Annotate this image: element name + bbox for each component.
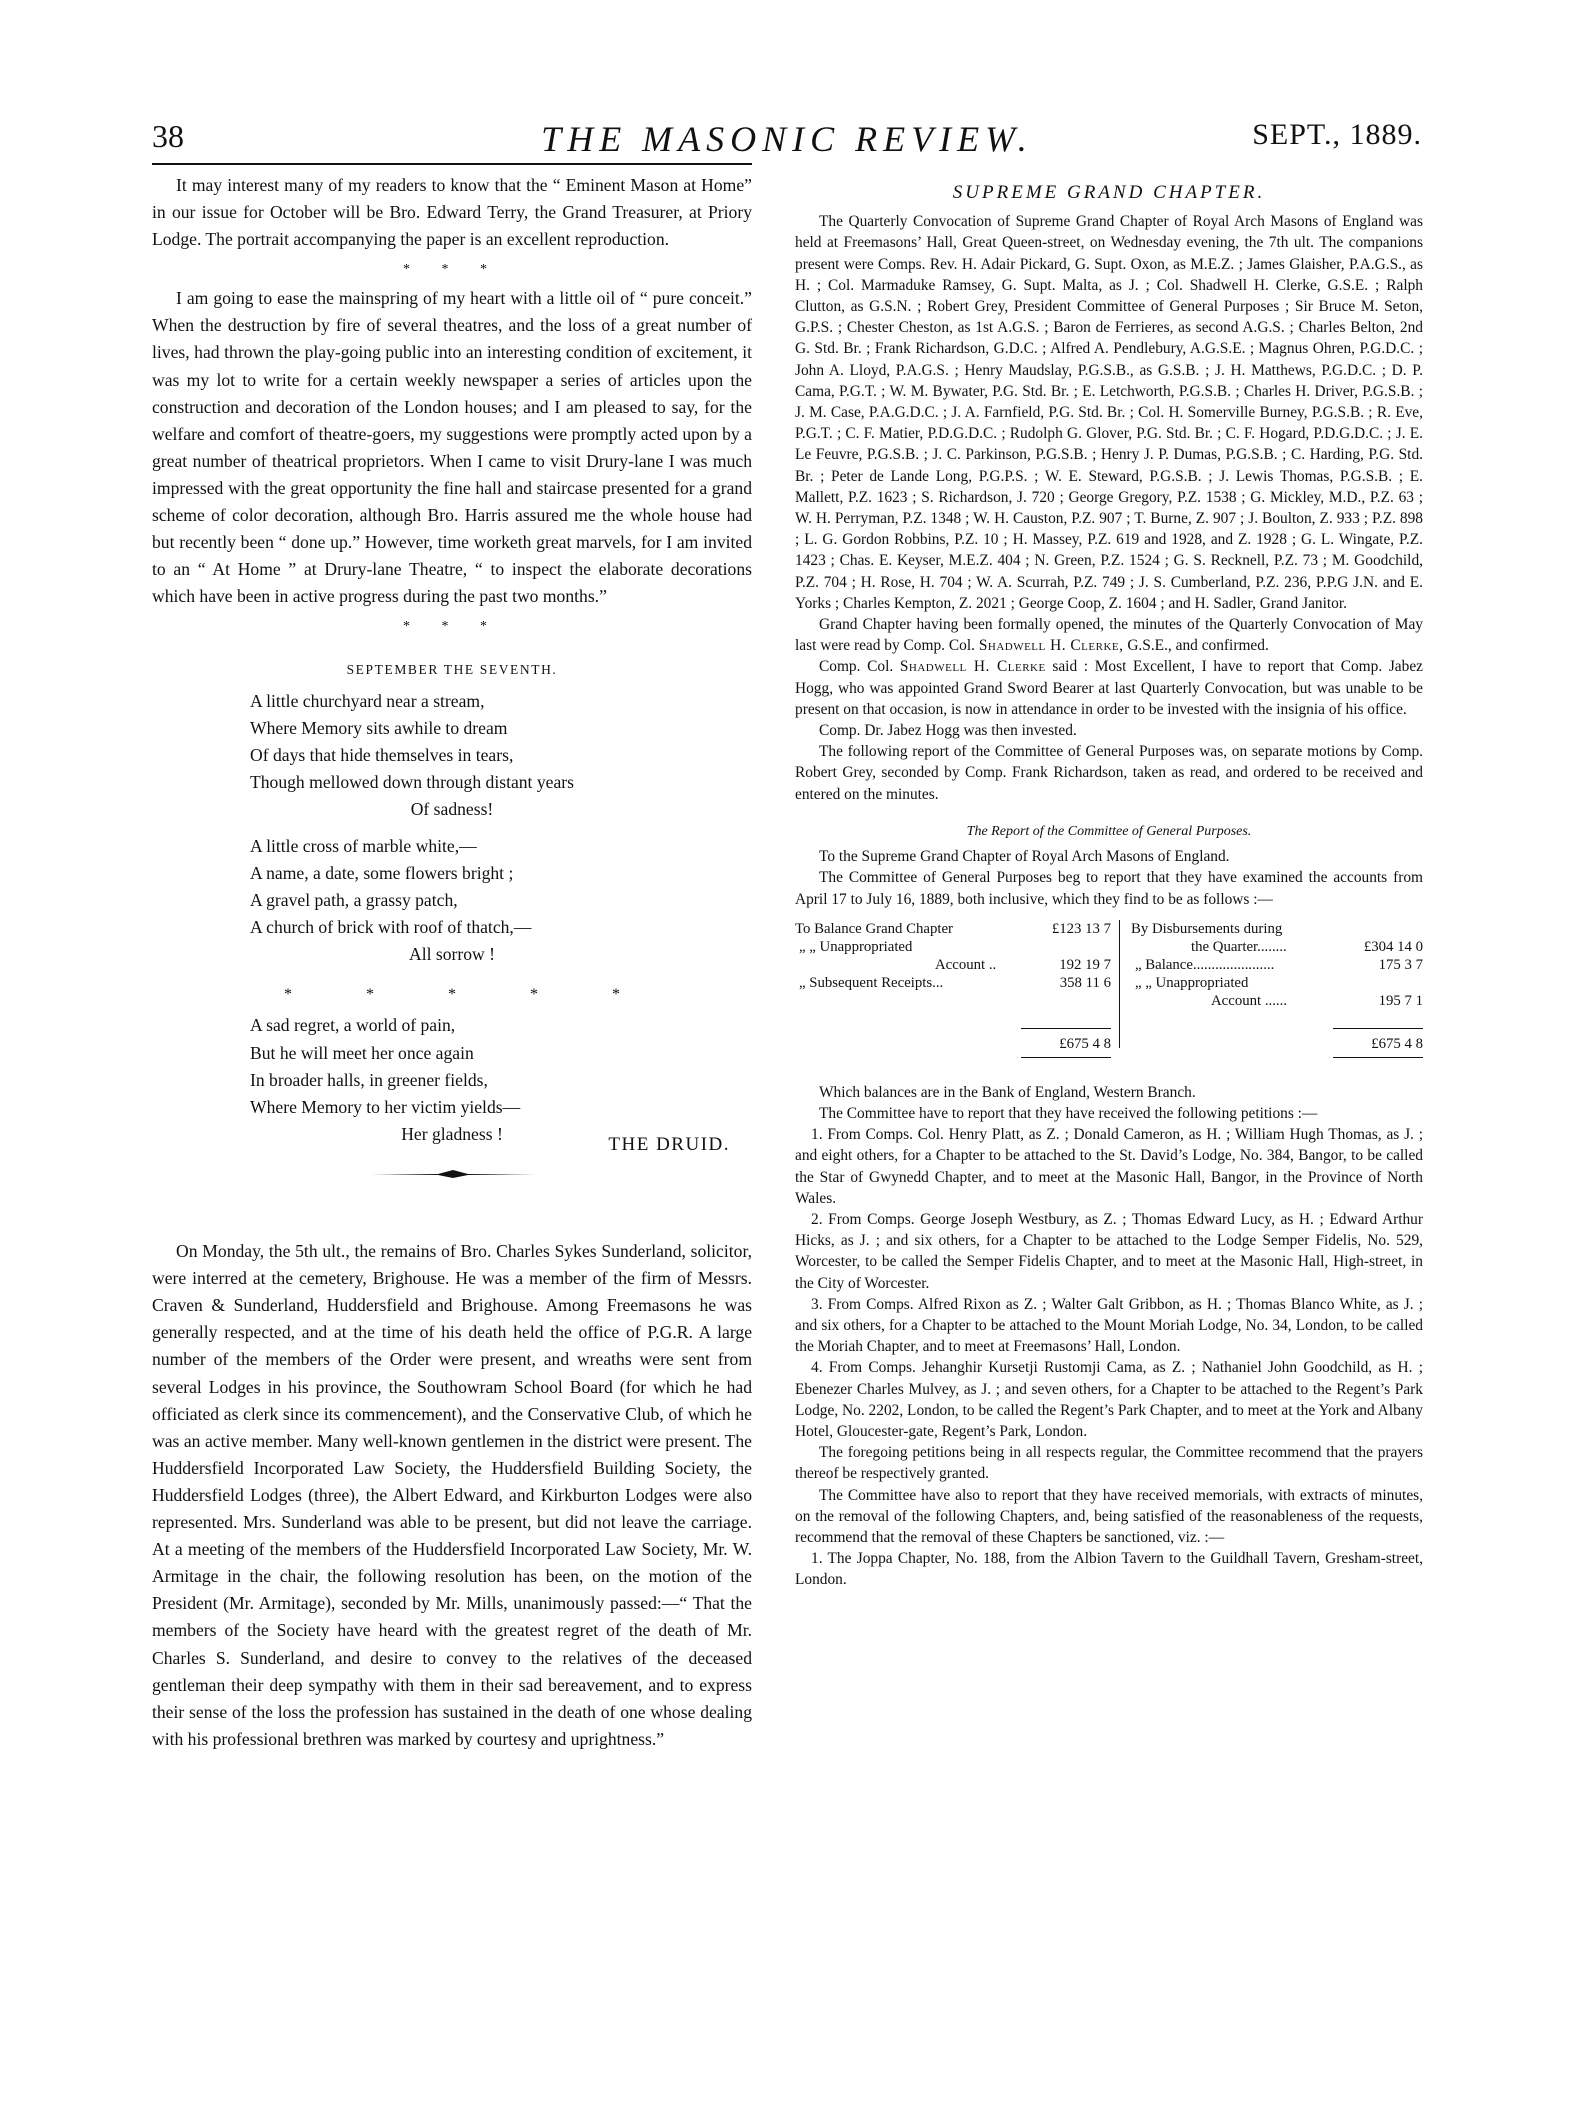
poem-line: Though mellowed down through distant years <box>250 771 574 792</box>
poem-line: A gravel path, a grassy patch, <box>250 890 458 911</box>
account-amount: £123 13 7 <box>1051 920 1111 937</box>
petition-item: 2. From Comps. George Joseph Westbury, as Z. ; Thomas Edward Lucy, as H. ; Edward Arthur Hicks, as J. ; and six others, for a Chapter to be attached to the Lodge Semper Fidelis, No. 529, Worcester, to be called the Semper Fidelis Chapter, and to meet at the Masonic Hall, High-street, in the City of Worcester. <box>795 1210 1423 1292</box>
paragraph-accounts: The Committee of General Purposes beg to report that they have examined the accounts from April 17 to July 16, 1889, both inclusive, which they find to be as follows :— <box>795 869 1423 908</box>
flourish-ornament <box>368 1168 538 1180</box>
poem-stanza-3 <box>250 1012 752 1147</box>
account-label: the Quarter........ <box>1191 938 1287 955</box>
poem-line: A little cross of marble white,— <box>250 835 477 856</box>
paragraph-report-motion: The following report of the Committee of General Purposes was, on separate motions by Comp. Robert Grey, seconded by Comp. Frank Richardson, taken as read, and ordered to be received and entered on the minutes. <box>795 743 1423 803</box>
account-amount: 192 19 7 <box>1059 956 1111 973</box>
section-heading: SUPREME GRAND CHAPTER. <box>952 182 1266 203</box>
issue-date: SEPT., 1889. <box>1252 118 1422 151</box>
name-small-caps: Shadwell H. Clerke, <box>978 637 1124 655</box>
paragraph-petitions-intro: The Committee have to report that they have received the following petitions :— <box>819 1104 1318 1122</box>
report-heading: The Report of the Committee of General Purposes. <box>966 823 1252 839</box>
text: said : Most Excellent, I have to report that Comp. Jabez Hogg, who was appointed Grand Sword Bearer at last Quarterly Convocation, but was unable to be present on that occasion, is now in attendance in order to be invested with the insignia of his office. <box>795 658 1423 718</box>
poem-line: A name, a date, some flowers bright ; <box>250 863 514 884</box>
paragraph-invested: Comp. Dr. Jabez Hogg was then invested. <box>819 722 1077 740</box>
poem <box>250 688 752 1148</box>
removal-item: 1. The Joppa Chapter, No. 188, from the Albion Tavern to the Guildhall Tavern, Gresham-street, London. <box>795 1550 1423 1589</box>
paragraph-bank: Which balances are in the Bank of England, Western Branch. <box>819 1083 1196 1101</box>
account-table <box>795 920 1423 1070</box>
paragraph-attendance: The Quarterly Convocation of Supreme Grand Chapter of Royal Arch Masons of England was held at Freemasons’ Hall, Great Queen-street, on Wednesday evening, the 7th ult. The companions present were Comps. Rev. H. Adair Pickard, G. Supt. Oxon, as M.E.Z. ; James Glaisher, P.A.G.S., as H. ; Col. Marmaduke Ramsey, G. Supt. Malta, as J. ; Col. Shadwell H. Clerke, G.S.E. ; Ralph Clutton, as G.S.N. ; Robert Grey, President Committee of General Purposes ; Sir Bruce M. Seton, G.P.S. ; Chester Cheston, as 1st A.G.S. ; Baron de Ferrieres, as second A.G.S. ; Charles Belton, 2nd G. Std. Br. ; Frank Richardson, G.D.C. ; Alfred A. Pendlebury, A.G.S.E. ; Magnus Ohren, P.G.D.C. ; John A. Lloyd, P.A.G.S. ; Henry Maudslay, P.G.S.B., as G.S.B. ; J. H. Matthews, P.G.D.C. ; D. P. Cama, P.G.T. ; W. M. Bywater, P.G. Std. Br. ; E. Letchworth, P.G.S.B. ; Charles H. Driver, P.G.S.B. ; J. M. Case, P.A.G.D.C. ; J. A. Farnfield, P.G. Std. Br. ; Col. H. Somerville Burney, P.G.S.B. ; R. Eve, P.G.T. ; C. F. Matier, P.D.G.D.C. ; Rudolph G. Glover, P.G. Std. Br. ; C. F. Hogard, P.D.G.D.C. ; J. E. Le Feuvre, P.G.S.B. ; J. C. Parkinson, P.G.S.B. ; Henry J. P. Dumas, P.G.S.B. ; C. Harding, P.G. Std. Br. ; Peter de Lande Long, P.G.P.S. ; W. E. Steward, P.G.S.B. ; J. Lewis Thomas, P.G.S.B. ; E. Mallett, P.Z. 1623 ; S. Richardson, J. 720 ; George Gregory, P.Z. 1538 ; G. Mickley, M.D., P.Z. 63 ; W. H. Perryman, P.Z. 1348 ; W. H. Causton, P.Z. 907 ; T. Burne, Z. 907 ; J. Boulton, Z. 933 ; P.Z. 898 ; L. G. Gordon Robbins, P.Z. 10 ; H. Massey, P.Z. 619 and 1928, and Z. 1928 ; G. L. Wingate, P.Z. 1423 ; Chas. E. Keyser, M.E.Z. 404 ; N. Green, P.Z. 1524 ; G. S. Recknell, P.Z. 73 ; M. Goodchild, P.Z. 704 ; H. Rose, H. 704 ; W. A. Scurrah, P.Z. 749 ; J. S. Cumberland, P.Z. 236, P.P.G J.N. and E. Yorks ; Charles Kempton, Z. 2021 ; George Coop, Z. 1604 ; and H. Sadler, Grand Janitor. <box>795 213 1423 612</box>
poem-title: SEPTEMBER THE SEVENTH. <box>346 662 558 678</box>
petition-item: 1. From Comps. Col. Henry Platt, as Z. ; Donald Cameron, as H. ; William Hugh Thomas, as J. ; and eight others, for a Chapter to be attached to the St. David’s Lodge, No. 384, Bangor, to be called the Star of Gwynedd Chapter, and to meet at the Masonic Hall, Bangor, in the Province of North Wales. <box>795 1126 1423 1207</box>
account-label: „ „ Unappropriated <box>799 938 913 955</box>
account-row <box>1131 992 1423 1010</box>
account-amount: 358 11 6 <box>1059 974 1111 991</box>
paragraph-eminent-mason: It may interest many of my readers to know that the “ Eminent Mason at Home” in our issue for October will be Bro. Edward Terry, the Grand Treasurer, at Priory Lodge. The portrait accompanying the paper is an excellent reproduction. <box>152 175 752 250</box>
account-receipts <box>795 920 1111 1052</box>
journal-title: THE MASONIC REVIEW. <box>541 119 1033 159</box>
account-amount: 175 3 7 <box>1378 956 1423 973</box>
poem-line: But he will meet her once again <box>250 1042 474 1063</box>
poem-line: Of days that hide themselves in tears, <box>250 744 514 765</box>
right-column <box>795 182 1423 1591</box>
header-rule <box>152 163 752 165</box>
poem-line: A sad regret, a world of pain, <box>250 1015 456 1036</box>
poem-break-stars: * * * * * <box>284 986 620 1004</box>
account-total: £675 4 8 <box>1021 1028 1111 1058</box>
petition-item: 4. From Comps. Jehanghir Kursetji Rustomji Cama, as Z. ; Nathaniel John Goodchild, as H. ; Ebenezer Charles Mulvey, as J. ; and seven others, for a Chapter to be attached to the Regent’s Park Lodge, No. 2202, London, to be called the Regent’s Park Chapter, and to meet at the York and Albany Hotel, Gloucester-gate, Regent’s Park, London. <box>795 1359 1423 1440</box>
running-header <box>152 118 1422 168</box>
account-label: Account .. <box>935 956 997 973</box>
paragraph-recommendation: The foregoing petitions being in all respects regular, the Committee recommend that the prayers thereof be respectively granted. <box>795 1444 1423 1483</box>
text: G.S.E., and confirmed. <box>1127 637 1269 655</box>
account-row <box>1131 956 1423 974</box>
text: Comp. Col. <box>819 658 894 676</box>
account-amount: 195 7 1 <box>1378 992 1423 1009</box>
left-column <box>152 172 752 1753</box>
paragraph-sunderland-obituary: On Monday, the 5th ult., the remains of Bro. Charles Sykes Sunderland, solicitor, were interred at the cemetery, Brighouse. He was a member of the firm of Messrs. Craven & Sunderland, Huddersfield and Brighouse. Among Freemasons he was generally respected, and at the time of his death held the office of P.G.R. A large number of the members of the Order were present, and wreaths were sent from several Lodges in his province, the Southowram School Board (for which he had officiated as clerk since its commencement), and the Conservative Club, of which he was an active member. Many well-known gentlemen in the district were present. The Huddersfield Incorporated Law Society, the Huddersfield Building Society, the Huddersfield Lodges (three), the Albert Edward, and Kirkburton Lodges were also represented. Mrs. Sunderland was able to be present, but did not leave the carriage. At a meeting of the members of the Huddersfield Incorporated Law Society, Mr. W. Armitage in the chair, the following resolution has been, on the motion of the President (Mr. Armitage), seconded by Mr. Mills, unanimously passed:—“ That the members of the Society have heard with the greatest regret of the death of Mr. Charles S. Sunderland, and desire to convey to the relatives of the deceased gentleman their deep sympathy with them in their sad bereavement, and to express their sense of the loss the profession has sustained in the death of one whose dealing with his professional brethren was marked by courtesy and uprightness.” <box>152 1241 752 1749</box>
name-small-caps: Shadwell H. Clerke <box>899 658 1046 676</box>
section-break-stars: * * * <box>403 619 501 635</box>
poem-line: Where Memory sits awhile to dream <box>250 717 508 738</box>
account-disbursements <box>1131 920 1423 1052</box>
poem-line: Where Memory to her victim yields— <box>250 1096 521 1117</box>
paragraph-address: To the Supreme Grand Chapter of Royal Arch Masons of England. <box>819 848 1230 866</box>
account-label: To Balance Grand Chapter <box>795 920 953 937</box>
paragraph-memorials: The Committee have also to report that they have received memorials, with extracts of minutes, on the removal of the following Chapters, and, being satisfied of the reasonableness of the requests, recommend that the removal of these Chapters be sanctioned, viz. :— <box>795 1486 1423 1546</box>
account-row <box>795 956 1111 974</box>
account-label: „ „ Unappropriated <box>1135 974 1249 991</box>
poem-stanza-2 <box>250 833 752 968</box>
poem-signature: THE DRUID. <box>608 1133 730 1155</box>
poem-line: In broader halls, in greener fields, <box>250 1069 488 1090</box>
account-row <box>1131 920 1423 938</box>
account-amount: £304 14 0 <box>1363 938 1423 955</box>
paragraph-report-hogg <box>795 656 1423 720</box>
account-row <box>795 920 1111 938</box>
section-break-stars: * * * <box>403 262 501 278</box>
paragraph-drury-lane: I am going to ease the mainspring of my heart with a little oil of “ pure conceit.” When the destruction by fire of several theatres, and the loss of a great number of lives, had thrown the play-going public into an interesting condition of excitement, it was my lot to write for a certain weekly newspaper a series of articles upon the construction and decoration of the London houses; and I am pleased to say, for the welfare and comfort of theatre-goers, my suggestions were promptly acted upon by a great number of theatrical proprietors. When I came to visit Drury-lane I was much impressed with the great opportunity the fine hall and staircase presented for a grand scheme of color decoration, although Bro. Harris assured me the whole house had but recently been “ done up.” However, time worketh great marvels, for I am invited to an “ At Home ” at Drury-lane Theatre, “ to inspect the elaborate decorations which have been in active progress during the past two months.” <box>152 288 752 607</box>
account-row <box>795 974 1111 992</box>
poem-stanza-1 <box>250 688 752 823</box>
poem-refrain: Of sadness! <box>410 798 494 819</box>
poem-line: A church of brick with roof of thatch,— <box>250 917 532 938</box>
poem-refrain: Her gladness ! <box>401 1123 503 1144</box>
account-label: „ Balance...................... <box>1135 956 1275 973</box>
account-label: By Disbursements during <box>1131 920 1283 937</box>
paragraph-minutes <box>795 614 1423 656</box>
account-label: Account ...... <box>1211 992 1288 1009</box>
account-total: £675 4 8 <box>1333 1028 1423 1058</box>
account-row <box>1131 938 1423 956</box>
poem-refrain: All sorrow ! <box>408 944 495 965</box>
page-number: 38 <box>152 118 184 154</box>
account-label: „ Subsequent Receipts... <box>799 974 944 991</box>
account-row <box>1131 974 1423 992</box>
petition-item: 3. From Comps. Alfred Rixon as Z. ; Walter Galt Gribbon, as H. ; Thomas Blanco White, as J. ; and six others, for a Chapter to be attached to the Mount Moriah Lodge, No. 34, London, to be called the Moriah Chapter, and to meet at Freemasons’ Hall, London. <box>795 1295 1423 1356</box>
account-divider <box>1119 920 1120 1048</box>
account-row <box>795 938 1111 956</box>
poem-line: A little churchyard near a stream, <box>250 690 485 711</box>
text: Grand Chapter having been formally opened, the minutes of the Quarterly Convocation of May last were read by Comp. Col. <box>795 616 1423 655</box>
